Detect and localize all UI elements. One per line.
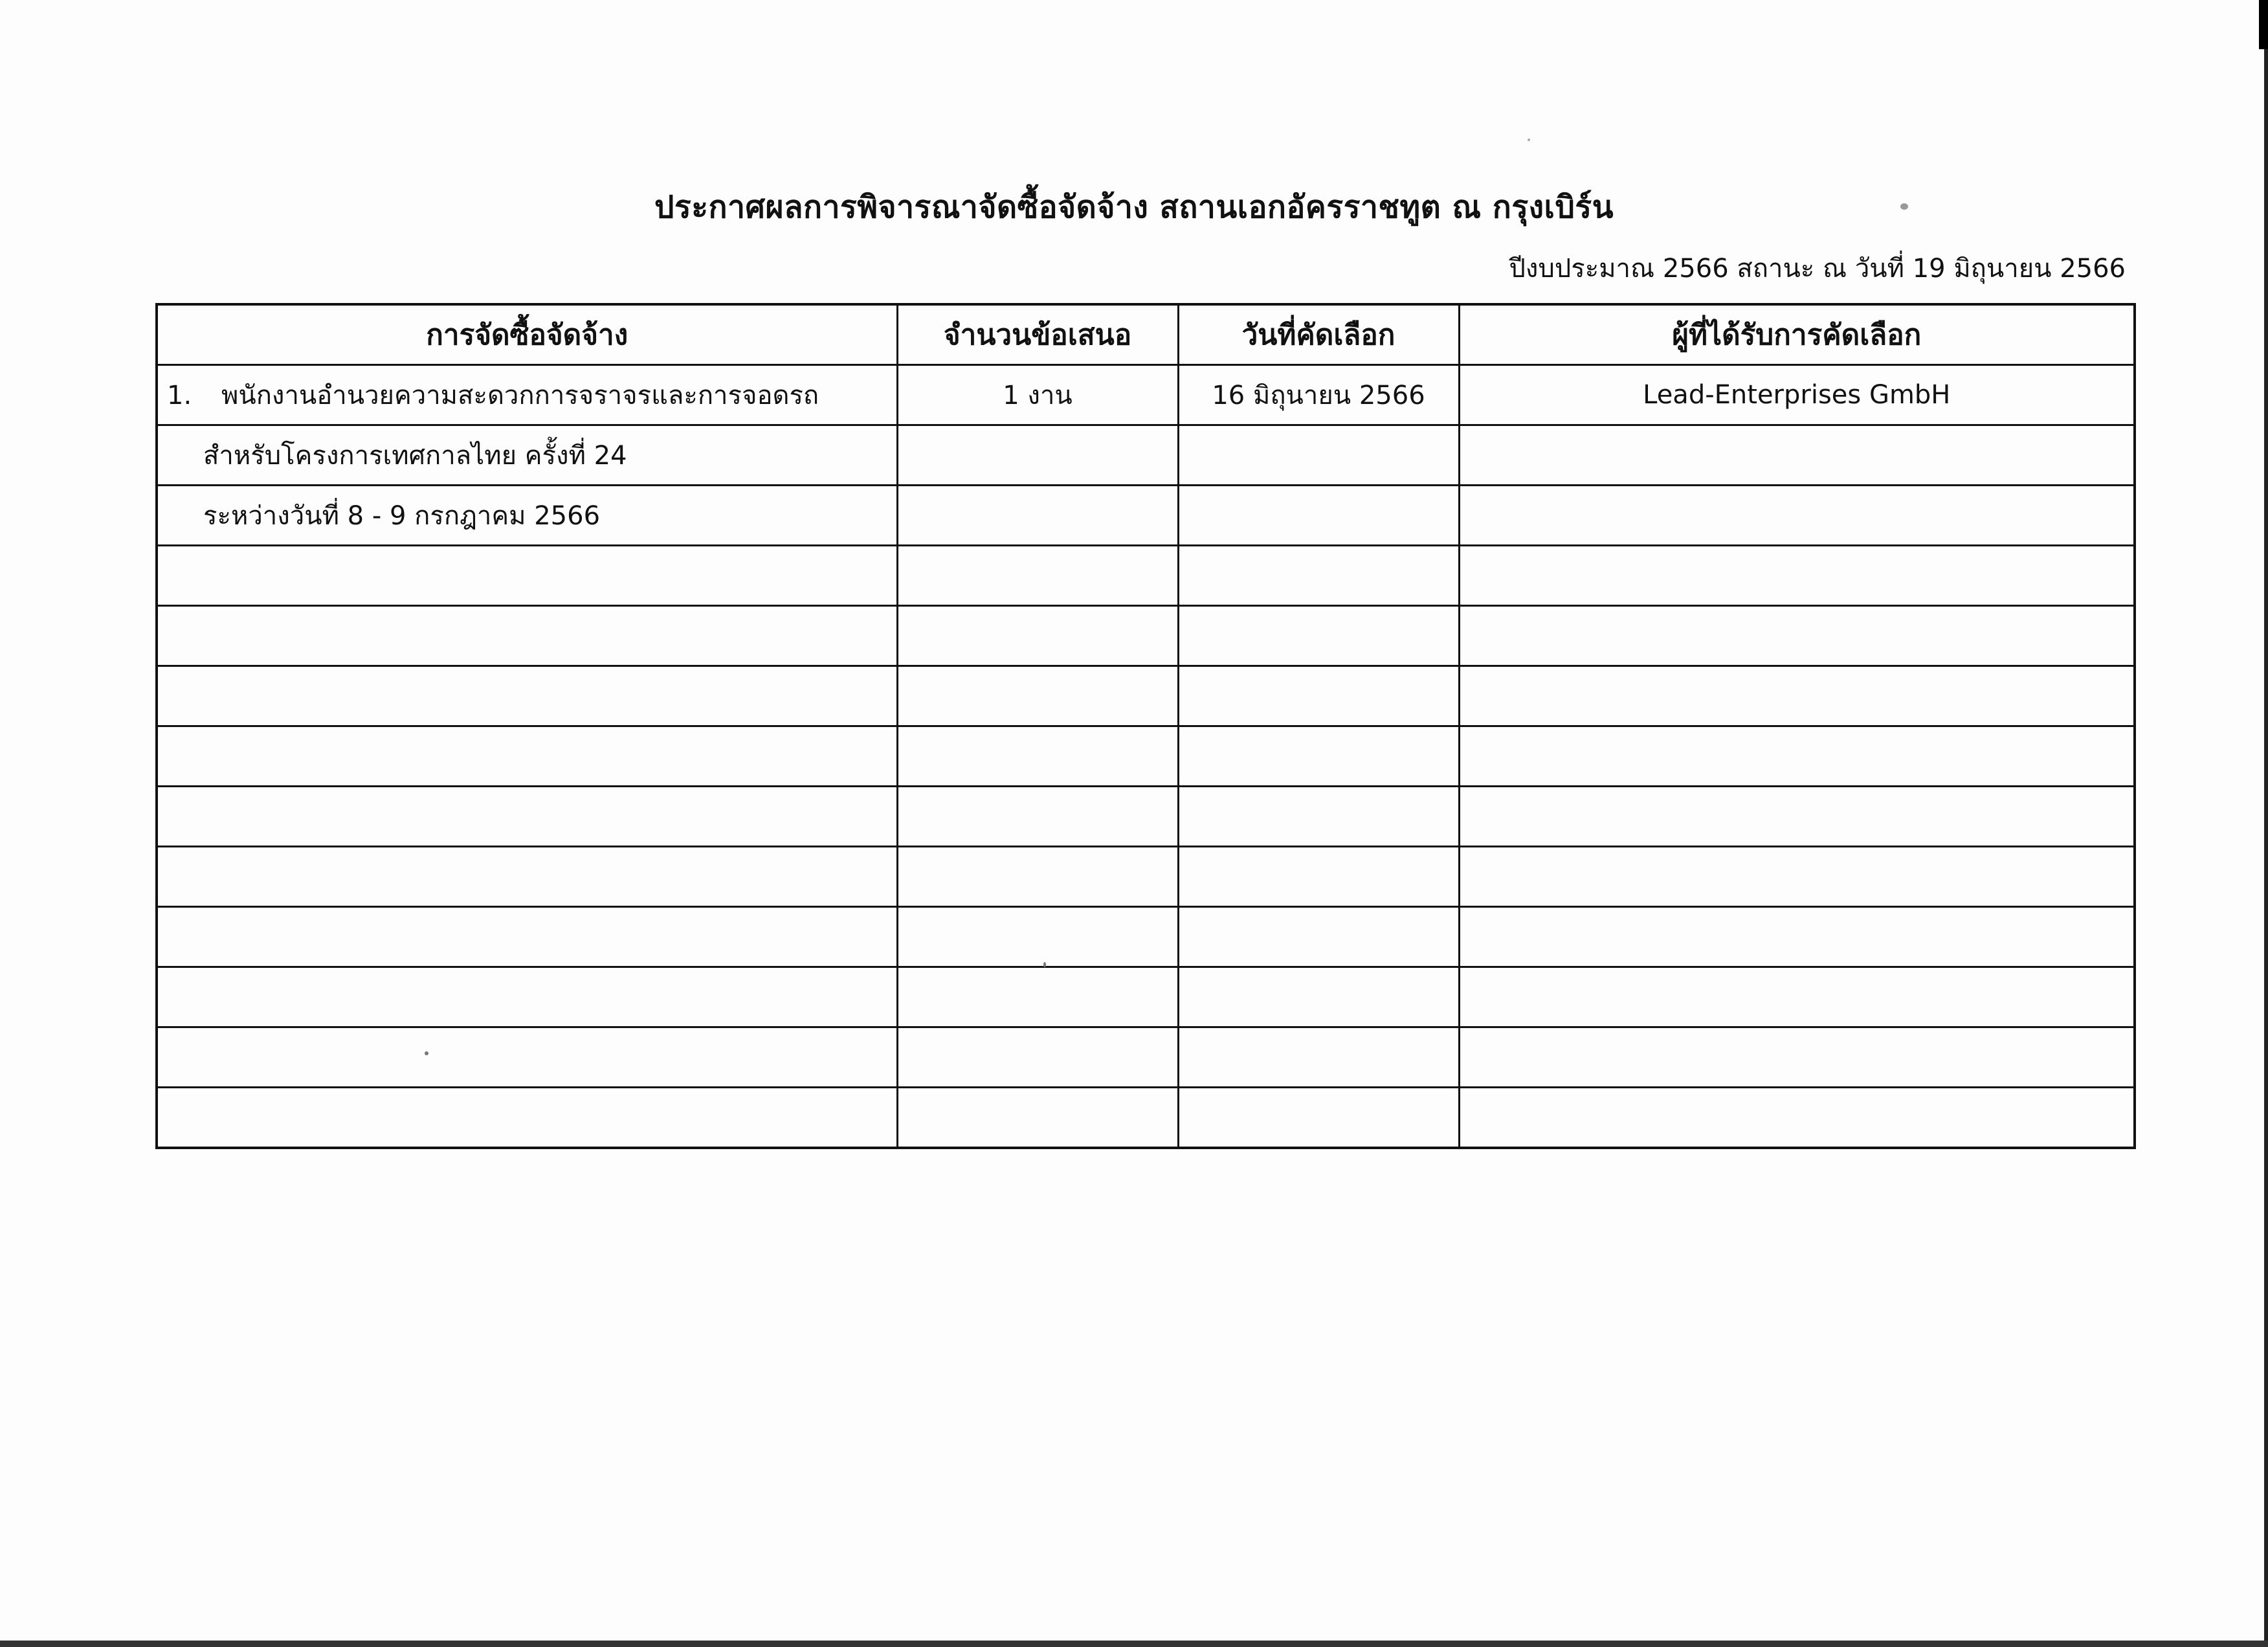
procurement-cell <box>157 365 897 425</box>
empty-table-row <box>157 546 2135 606</box>
empty-table-row <box>157 606 2135 666</box>
offer-count-cell <box>897 425 1178 486</box>
header-offer-count: จำนวนข้อเสนอ <box>897 304 1178 365</box>
table-header-row <box>157 304 2135 365</box>
scan-speck <box>425 1051 428 1055</box>
item-description: สำหรับโครงการเทศกาลไทย ครั้งที่ 24 <box>203 441 627 471</box>
header-selection-date: วันที่คัดเลือก <box>1178 304 1459 365</box>
selection-date-cell <box>1178 425 1459 486</box>
page-title: ประกาศผลการพิจารณาจัดซื้อจัดจ้าง สถานเอกอัครราชทูต ณ กรุงเบิร์น <box>654 189 1614 225</box>
offer-count-cell <box>897 486 1178 546</box>
empty-table-row <box>157 666 2135 726</box>
procurement-table <box>155 303 2136 1149</box>
procurement-cell <box>157 486 897 546</box>
empty-table-row <box>157 847 2135 907</box>
item-number: 1. <box>167 381 192 410</box>
table-row <box>157 365 2135 425</box>
empty-table-row <box>157 967 2135 1027</box>
empty-table-row <box>157 1088 2135 1148</box>
selected-party-cell <box>1459 486 2135 546</box>
header-selected-party: ผู้ที่ได้รับการคัดเลือก <box>1459 304 2135 365</box>
offer-count-cell: 1 งาน <box>897 365 1178 425</box>
header-procurement: การจัดซื้อจัดจ้าง <box>157 304 897 365</box>
scan-edge-right <box>2264 0 2268 1647</box>
scan-edge-bottom <box>0 1641 2268 1647</box>
table-row <box>157 425 2135 486</box>
empty-table-row <box>157 726 2135 787</box>
selection-date-cell: 16 มิถุนายน 2566 <box>1178 365 1459 425</box>
selection-date-cell <box>1178 486 1459 546</box>
fiscal-year-status: ปีงบประมาณ 2566 สถานะ ณ วันที่ 19 มิถุนายน 2566 <box>1509 254 2126 284</box>
scan-speck <box>1043 962 1046 967</box>
table-row <box>157 486 2135 546</box>
item-description: พนักงานอำนวยความสะดวกการจราจรและการจอดรถ <box>221 381 819 410</box>
scan-speck <box>1528 139 1530 141</box>
item-description: ระหว่างวันที่ 8 - 9 กรกฎาคม 2566 <box>203 501 601 531</box>
selected-party-cell: Lead-Enterprises GmbH <box>1459 365 2135 425</box>
empty-table-row <box>157 787 2135 847</box>
procurement-cell <box>157 425 897 486</box>
selected-party-cell <box>1459 425 2135 486</box>
scan-edge-mark <box>2259 0 2268 49</box>
scan-speck <box>1900 203 1908 210</box>
empty-table-row <box>157 1027 2135 1088</box>
empty-table-row <box>157 907 2135 967</box>
